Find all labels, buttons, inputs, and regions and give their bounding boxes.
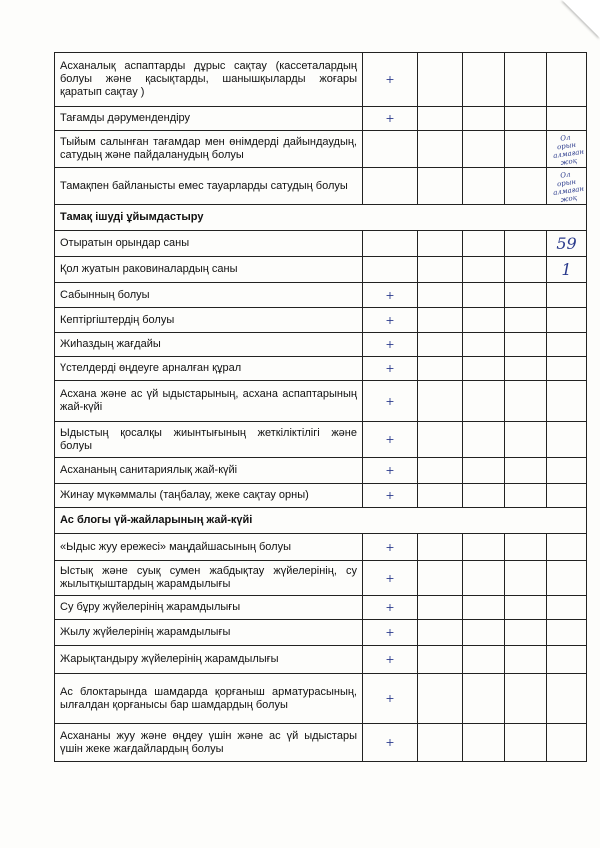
table-row — [55, 357, 587, 381]
section-title: Ас блогы үй-жайларының жай-күйі — [55, 508, 587, 534]
empty-cell — [505, 646, 547, 674]
handwritten-note — [547, 646, 587, 674]
check-mark — [363, 231, 418, 257]
check-mark — [363, 257, 418, 283]
empty-cell — [418, 257, 463, 283]
empty-cell — [505, 231, 547, 257]
table-row — [55, 620, 587, 646]
empty-cell — [463, 357, 505, 381]
criterion-text: Жинау мүкәммалы (таңбалау, жеке сақтау орны) — [55, 484, 363, 508]
handwritten-note — [547, 107, 587, 131]
empty-cell — [463, 168, 505, 205]
criterion-text: Асханалық аспаптарды дұрыс сақтау (кассеталардың болуы және қасықтарды, шанышқыларды жоғары қаратып сақтау ) — [55, 53, 363, 107]
table-row — [55, 231, 587, 257]
table-row — [55, 596, 587, 620]
empty-cell — [463, 257, 505, 283]
empty-cell — [463, 53, 505, 107]
empty-cell — [505, 484, 547, 508]
empty-cell — [463, 422, 505, 458]
empty-cell — [463, 674, 505, 724]
empty-cell — [463, 596, 505, 620]
empty-cell — [418, 283, 463, 308]
empty-cell — [505, 596, 547, 620]
table-row — [55, 724, 587, 762]
empty-cell — [418, 357, 463, 381]
empty-cell — [418, 131, 463, 168]
check-mark: + — [363, 381, 418, 422]
check-mark: + — [363, 458, 418, 484]
empty-cell — [463, 458, 505, 484]
empty-cell — [418, 724, 463, 762]
check-mark: + — [363, 620, 418, 646]
check-mark: + — [363, 333, 418, 357]
table-row — [55, 168, 587, 205]
criterion-text: Кептіргіштердің болуы — [55, 308, 363, 333]
handwritten-note: 59 — [547, 231, 587, 257]
criterion-text: Тамақпен байланысты емес тауарларды сатудың болуы — [55, 168, 363, 205]
empty-cell — [505, 422, 547, 458]
handwritten-note: Ол орын алмаған жоқ — [544, 165, 589, 207]
check-mark: + — [363, 561, 418, 596]
empty-cell — [505, 107, 547, 131]
section-title: Тамақ ішуді ұйымдастыру — [55, 205, 587, 231]
empty-cell — [463, 107, 505, 131]
empty-cell — [505, 381, 547, 422]
criterion-text: Ас блоктарында шамдарда қорғаныш арматурасының, ылғалдан қорғанысы бар шамдардың болуы — [55, 674, 363, 724]
empty-cell — [505, 53, 547, 107]
empty-cell — [418, 561, 463, 596]
empty-cell — [418, 333, 463, 357]
inspection-checklist-table — [54, 52, 587, 762]
table-row — [55, 308, 587, 333]
empty-cell — [505, 620, 547, 646]
table-row — [55, 107, 587, 131]
check-mark: + — [363, 53, 418, 107]
handwritten-note — [547, 357, 587, 381]
empty-cell — [505, 333, 547, 357]
handwritten-note — [547, 458, 587, 484]
check-mark: + — [363, 107, 418, 131]
handwritten-note — [547, 381, 587, 422]
table-row — [55, 257, 587, 283]
handwritten-note — [547, 596, 587, 620]
empty-cell — [418, 458, 463, 484]
empty-cell — [418, 646, 463, 674]
empty-cell — [505, 168, 547, 205]
empty-cell — [463, 131, 505, 168]
empty-cell — [463, 561, 505, 596]
empty-cell — [418, 422, 463, 458]
empty-cell — [505, 308, 547, 333]
handwritten-note — [547, 724, 587, 762]
check-mark: + — [363, 357, 418, 381]
table-row — [55, 333, 587, 357]
empty-cell — [418, 381, 463, 422]
handwritten-note — [547, 620, 587, 646]
section-header-row — [55, 205, 587, 231]
table-row — [55, 534, 587, 561]
empty-cell — [463, 231, 505, 257]
empty-cell — [505, 534, 547, 561]
table-row — [55, 646, 587, 674]
criterion-text: Қол жуатын раковиналардың саны — [55, 257, 363, 283]
handwritten-note — [547, 561, 587, 596]
criterion-text: Үстелдерді өңдеуге арналған құрал — [55, 357, 363, 381]
criterion-text: Тыйым салынған тағамдар мен өнімдерді дайындаудың, сатудың және пайдаланудың болуы — [55, 131, 363, 168]
empty-cell — [418, 620, 463, 646]
table-row — [55, 131, 587, 168]
criterion-text: Жиһаздың жағдайы — [55, 333, 363, 357]
empty-cell — [463, 724, 505, 762]
empty-cell — [418, 484, 463, 508]
table-row — [55, 561, 587, 596]
check-mark: + — [363, 422, 418, 458]
criterion-text: Асхана және ас үй ыдыстарының, асхана аспаптарының жай-күйі — [55, 381, 363, 422]
table-row — [55, 422, 587, 458]
empty-cell — [505, 561, 547, 596]
check-mark: + — [363, 646, 418, 674]
empty-cell — [505, 724, 547, 762]
criterion-text: Асхананың санитариялық жай-күйі — [55, 458, 363, 484]
check-mark — [363, 131, 418, 168]
empty-cell — [418, 596, 463, 620]
handwritten-note: Ол орын алмаған жоқ — [544, 128, 589, 170]
empty-cell — [463, 381, 505, 422]
empty-cell — [418, 674, 463, 724]
table-row — [55, 381, 587, 422]
empty-cell — [418, 534, 463, 561]
empty-cell — [418, 231, 463, 257]
criterion-text: Ыдыстың қосалқы жиынтығының жеткіліктілігі және болуы — [55, 422, 363, 458]
handwritten-note — [547, 534, 587, 561]
criterion-text: Отыратын орындар саны — [55, 231, 363, 257]
handwritten-note — [547, 308, 587, 333]
empty-cell — [418, 308, 463, 333]
check-mark: + — [363, 283, 418, 308]
empty-cell — [463, 484, 505, 508]
check-mark — [363, 168, 418, 205]
empty-cell — [418, 168, 463, 205]
handwritten-note — [547, 53, 587, 107]
criterion-text: Асхананы жуу және өңдеу үшін және ас үй ыдыстары үшін жеке жағдайлардың болуы — [55, 724, 363, 762]
criterion-text: Сабынның болуы — [55, 283, 363, 308]
empty-cell — [505, 357, 547, 381]
empty-cell — [505, 257, 547, 283]
empty-cell — [463, 534, 505, 561]
section-header-row — [55, 508, 587, 534]
page-corner-fold — [562, 0, 600, 38]
empty-cell — [418, 53, 463, 107]
empty-cell — [463, 620, 505, 646]
empty-cell — [463, 308, 505, 333]
empty-cell — [418, 107, 463, 131]
handwritten-note — [547, 674, 587, 724]
handwritten-note — [547, 333, 587, 357]
handwritten-note — [547, 484, 587, 508]
check-mark: + — [363, 534, 418, 561]
criterion-text: Тағамды дәрумендендіру — [55, 107, 363, 131]
handwritten-note — [547, 283, 587, 308]
criterion-text: Жылу жүйелерінің жарамдылығы — [55, 620, 363, 646]
empty-cell — [505, 458, 547, 484]
table-row — [55, 674, 587, 724]
empty-cell — [463, 333, 505, 357]
check-mark: + — [363, 308, 418, 333]
empty-cell — [505, 674, 547, 724]
table-row — [55, 458, 587, 484]
empty-cell — [463, 646, 505, 674]
table-row — [55, 484, 587, 508]
criterion-text: Ыстық және суық сумен жабдықтау жүйелерінің, су жылытқыштардың жарамдылығы — [55, 561, 363, 596]
handwritten-note: 1 — [547, 257, 587, 283]
table-row — [55, 283, 587, 308]
empty-cell — [505, 131, 547, 168]
table-row — [55, 53, 587, 107]
handwritten-note — [547, 422, 587, 458]
check-mark: + — [363, 674, 418, 724]
check-mark: + — [363, 596, 418, 620]
check-mark: + — [363, 724, 418, 762]
criterion-text: Су бұру жүйелерінің жарамдылығы — [55, 596, 363, 620]
empty-cell — [505, 283, 547, 308]
criterion-text: Жарықтандыру жүйелерінің жарамдылығы — [55, 646, 363, 674]
check-mark: + — [363, 484, 418, 508]
criterion-text: «Ыдыс жуу ережесі» маңдайшасының болуы — [55, 534, 363, 561]
empty-cell — [463, 283, 505, 308]
